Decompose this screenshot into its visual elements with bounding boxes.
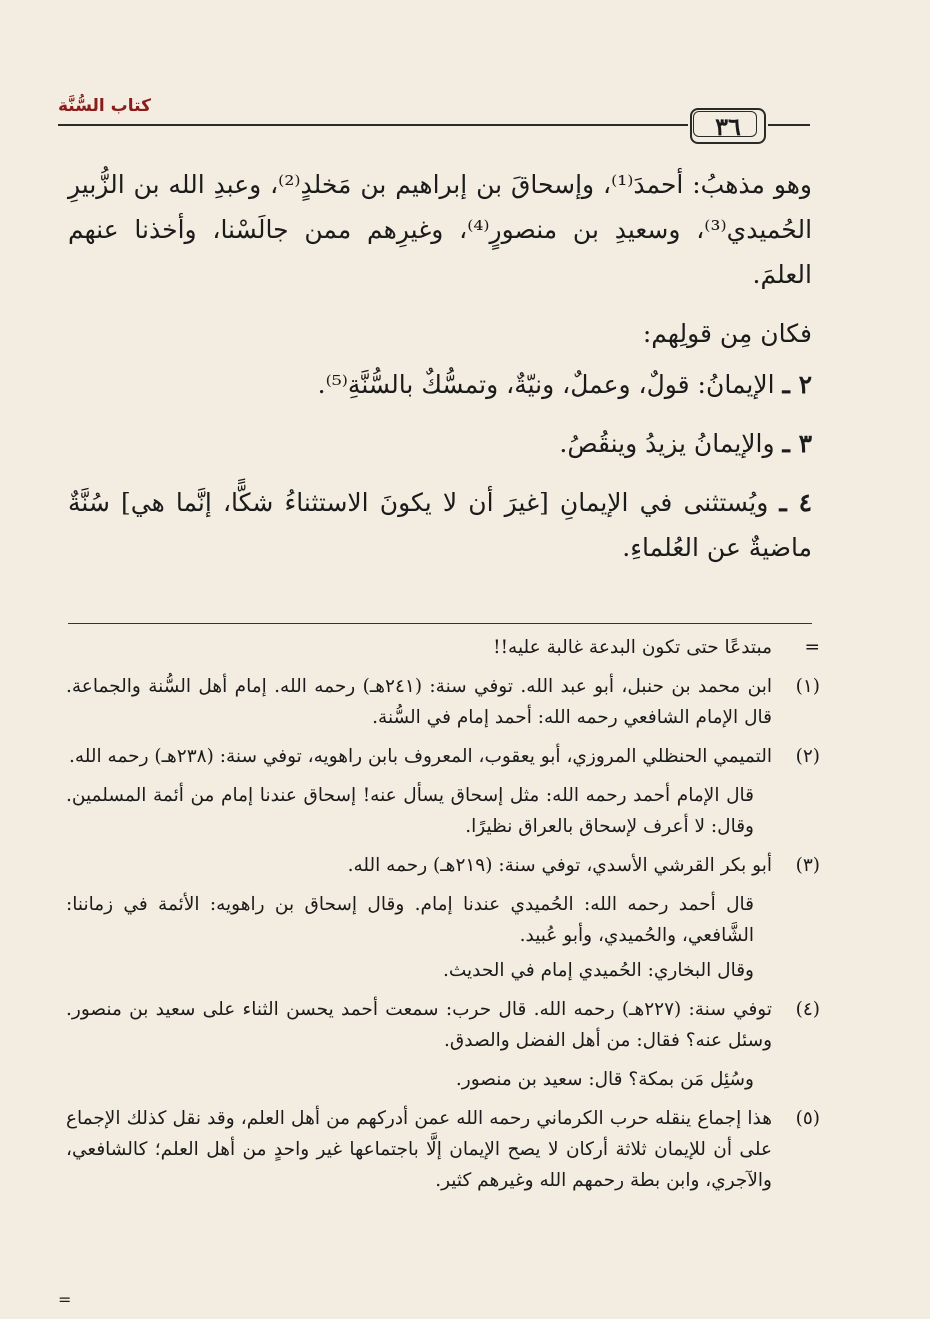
footnote-mark: (٥) xyxy=(795,1108,820,1129)
list-item xyxy=(68,480,812,570)
item-number: ٢ ـ xyxy=(782,370,812,399)
footnote-text: هذا إجماع ينقله حرب الكرماني رحمه الله عمن أدركهم من أهل العلم، وقد نقل كذلك الإجماع على أن للإيمان ثلاثة أركان لا يصح الإيمان إلَّا باجتماعها غير واحدٍ من أهل العلم؛ كالشافعي، والآجري، وابن بطة رحمهم الله وغيرهم كثير. xyxy=(66,1108,772,1191)
footnote-text: توفي سنة: (٢٢٧هـ) رحمه الله. قال حرب: سمعت أحمد يحسن الثناء على سعيد بن منصور. وسئل عنه؟ فقال: من أهل الفضل والصدق. xyxy=(66,999,772,1051)
paragraph-lead: فكان مِن قولِهم: xyxy=(642,319,812,348)
header-rule-right xyxy=(768,124,810,126)
footnote-5 xyxy=(66,1103,820,1200)
footnote-4 xyxy=(66,994,820,1060)
footnote-continuation xyxy=(66,632,820,667)
item-number: ٤ ـ xyxy=(779,488,813,517)
item-number: ٣ ـ xyxy=(782,429,812,458)
list-item xyxy=(68,362,812,407)
footnote-text: مبتدعًا حتى تكون البدعة غالبة عليه!! xyxy=(493,637,772,658)
footnote-mark: = xyxy=(804,637,820,658)
book-title: كتاب السُّنَّة xyxy=(58,96,151,116)
main-text xyxy=(68,162,812,584)
footnote-mark: (١) xyxy=(795,676,820,697)
footnote-text: قال الإمام أحمد رحمه الله: مثل إسحاق يسأل عنه! إسحاق عندنا إمام من أئمة المسلمين. وقال: لا أعرف لإسحاق بالعراق نظيرًا. xyxy=(66,785,754,837)
item-text: الإيمانُ: قولٌ، وعملٌ، ونيّةٌ، وتمسُّكٌ بالسُّنَّةِ⁽⁵⁾. xyxy=(317,370,775,399)
footnote-3-cont xyxy=(66,889,820,990)
footnote-1 xyxy=(66,671,820,737)
footnote-2-cont xyxy=(66,780,820,846)
footnote-mark: (٤) xyxy=(795,999,820,1020)
footnote-text: قال أحمد رحمه الله: الحُميدي عندنا إمام. وقال إسحاق بن راهويه: الأئمة في زماننا: الشَّافعي، والحُميدي، وأبو عُبيد. xyxy=(66,894,754,946)
footnote-continues-mark: = xyxy=(58,1290,72,1309)
list-item xyxy=(68,421,812,466)
footnote-text: وقال البخاري: الحُميدي إمام في الحديث. xyxy=(442,960,754,981)
paragraph-intro: وهو مذهبُ: أحمدَ⁽¹⁾، وإسحاقَ بن إبراهيم بن مَخلدٍ⁽²⁾، وعبدِ الله بن الزُّبيرِ الحُميدي⁽³⁾، وسعيدِ بن منصورٍ⁽⁴⁾، وغيرِهم ممن جالَسْنا، وأخذنا عنهم العلمَ. xyxy=(68,170,813,289)
item-text: ويُستثنى في الإيمانِ [غيرَ أن لا يكونَ الاستثناءُ شكًّا، إنَّما هي] سُنَّةٌ ماضيةٌ عن العُلماءِ. xyxy=(68,488,812,562)
footnote-mark: (٣) xyxy=(795,855,820,876)
footnote-separator xyxy=(68,623,812,624)
footnote-text: التميمي الحنظلي المروزي، أبو يعقوب، المعروف بابن راهويه، توفي سنة: (٢٣٨هـ) رحمه الله. xyxy=(68,746,772,767)
footnote-text: وسُئِل مَن بمكة؟ قال: سعيد بن منصور. xyxy=(455,1069,754,1090)
header-rule xyxy=(58,124,688,126)
footnote-text: أبو بكر القرشي الأسدي، توفي سنة: (٢١٩هـ) رحمه الله. xyxy=(347,855,772,876)
page-number: ٣٦ xyxy=(690,108,766,144)
footnote-4-cont xyxy=(66,1064,820,1099)
footnote-2 xyxy=(66,741,820,776)
footnote-mark: (٢) xyxy=(795,746,820,767)
footnotes xyxy=(66,632,820,1204)
item-text: والإيمانُ يزيدُ وينقُصُ. xyxy=(559,429,775,458)
footnote-text: ابن محمد بن حنبل، أبو عبد الله. توفي سنة: (٢٤١هـ) رحمه الله. إمام أهل السُّنة والجماعة. قال الإمام الشافعي رحمه الله: أحمد إمام في السُّنة. xyxy=(66,676,772,728)
footnote-3 xyxy=(66,850,820,885)
